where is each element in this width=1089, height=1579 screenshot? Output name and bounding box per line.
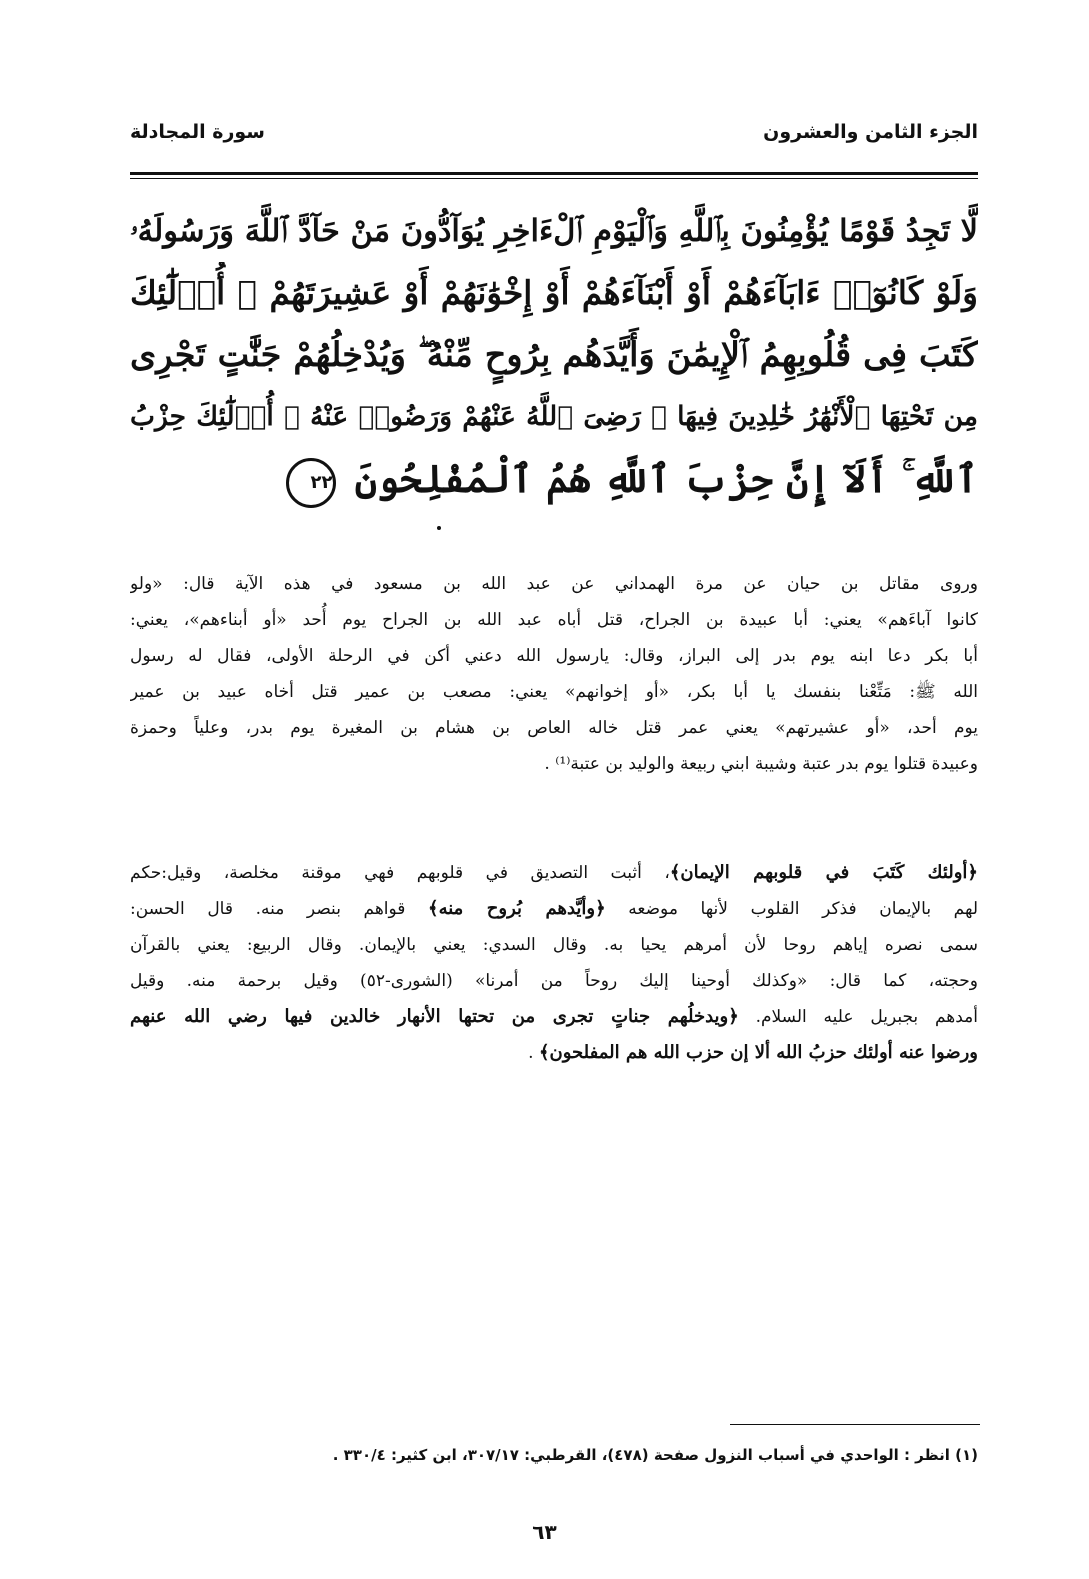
paragraph-line: [130, 855, 978, 891]
verse-line: كَتَبَ فِى قُلُوبِهِمُ ٱلْإِيمَٰنَ وَأَيَّدَهُم بِرُوحٍ مِّنْهُ ۖ وَيُدْخِلُهُمْ جَنَّٰتٍ تَجْرِى: [130, 335, 978, 374]
page-number: ٦٣: [532, 1520, 557, 1544]
paragraph-line: الله ﷺ: مَتِّعْنا بنفسك يا أبا بكر، «أو إخوانهم» يعني: مصعب بن عمير قتل أخاه عبيد بن عمير: [130, 682, 978, 702]
surah-title: سورة المجادلة: [130, 121, 265, 143]
header-rule-thin: [130, 178, 978, 179]
paragraph-line: [130, 999, 978, 1035]
footnote: (١) انظر : الواحدي في أسباب النزول صفحة (٤٧٨)، القرطبي: ٣٠٧/١٧، ابن كثير: ٣٣٠/٤ .: [332, 1446, 978, 1464]
verse-line: لَّا تَجِدُ قَوْمًا يُؤْمِنُونَ بِٱللَّهِ وَٱلْيَوْمِ ٱلْءَاخِرِ يُوَآدُّونَ مَنْ حَآدَّ ٱللَّهَ وَرَسُولَهُۥ: [130, 213, 978, 249]
footnote-rule: [730, 1424, 980, 1425]
paragraph-text: .: [528, 1043, 539, 1063]
paragraph-line: وحجته، كما قال: «وكذلك أوحينا إليك روحاً من أمرنا» (الشورى-٥٢) وقيل برحمة منه. وقيل: [130, 971, 978, 991]
paragraph-line: أبا بكر دعا ابنه يوم بدر إلى البراز، وقال: يارسول الله دعني أكن في الرحلة الأولى، فقال له رسول: [130, 646, 978, 666]
paragraph-text: ، أثبت التصديق في قلوبهم فهي موقنة مخلصة، وقيل:حكم: [130, 863, 670, 883]
paragraph-text: لهم بالإيمان فذكر القلوب لأنها موضعه: [628, 899, 978, 919]
paragraph-line: [130, 1035, 978, 1071]
paragraph-text: أمدهم بجبريل عليه السلام.: [755, 1007, 978, 1027]
verse-line: مِن تَحْتِهَا ٱلْأَنْهَٰرُ خَٰلِدِينَ فِيهَا ۚ رَضِىَ ٱللَّهُ عَنْهُمْ وَرَضُوا۟ عَنْهُ ۚ أُو۟لَٰٓئِكَ حِزْبُ: [130, 401, 978, 432]
paragraph-line: وروى مقاتل بن حيان عن مرة الهمداني عن عبد الله بن مسعود في هذه الآية قال: «ولو: [130, 574, 978, 594]
commentary-paragraph-2: [130, 855, 978, 1071]
quoted-verse: ﴿أولئك كَتَبَ في قلوبهم الإيمان﴾: [669, 862, 978, 883]
header-rule: [130, 172, 978, 175]
quoted-verse: ﴿ويدخلُهم جناتٍ تجرى من تحتها الأنهار خالدين فيها رضي الله عنهم: [130, 1006, 739, 1027]
verse-line-last: [130, 448, 978, 510]
paragraph-line: وعبيدة قتلوا يوم بدر عتبة وشيبة ابني ربيعة والوليد بن عتبة⁽¹⁾ .: [544, 754, 978, 774]
verse-line: وَلَوْ كَانُوٓا۟ ءَابَآءَهُمْ أَوْ أَبْنَآءَهُمْ أَوْ إِخْوَٰنَهُمْ أَوْ عَشِيرَتَهُمْ ۚ أُو۟لَٰٓئِكَ: [130, 273, 978, 312]
ayah-number-marker: ٢٢: [286, 458, 336, 508]
paragraph-line: سمى نصره إياهم روحا لأن أمرهم يحيا به. وقال السدي: يعني بالإيمان. وقال الربيع: يعني بالقرآن: [130, 935, 978, 955]
running-header: [130, 112, 978, 152]
paragraph-line: كانوا آباءَهم» يعني: أبا عبيدة بن الجراح، قتل أباه عبد الله بن الجراح يوم أُحد «أو أبناءهم»، يعني:: [130, 610, 978, 630]
verse-line-text: ٱللَّهِ ۚ أَلَآ إِنَّ حِزْبَ ٱللَّهِ هُمُ ٱلْمُفْلِحُونَ: [354, 456, 978, 501]
paragraph-text: قواهم بنصر منه. قال الحسن:: [130, 899, 406, 919]
part-title: الجزء الثامن والعشرون: [763, 121, 978, 143]
commentary-paragraph-1: [130, 566, 978, 782]
dot-mark: [437, 526, 441, 530]
quoted-verse: ورضوا عنه أولئك حزبُ الله ألا إن حزب الله هم المفلحون﴾: [538, 1042, 978, 1063]
quran-verse-block: [130, 200, 978, 510]
quoted-verse: ﴿وأيَّدهم بُروح منه﴾: [428, 898, 606, 919]
paragraph-line: يوم أحد، «أو عشيرتهم» يعني عمر قتل خاله العاص بن هشام بن المغيرة يوم بدر، وعلياً وحمزة: [130, 718, 978, 738]
paragraph-line: [130, 891, 978, 927]
